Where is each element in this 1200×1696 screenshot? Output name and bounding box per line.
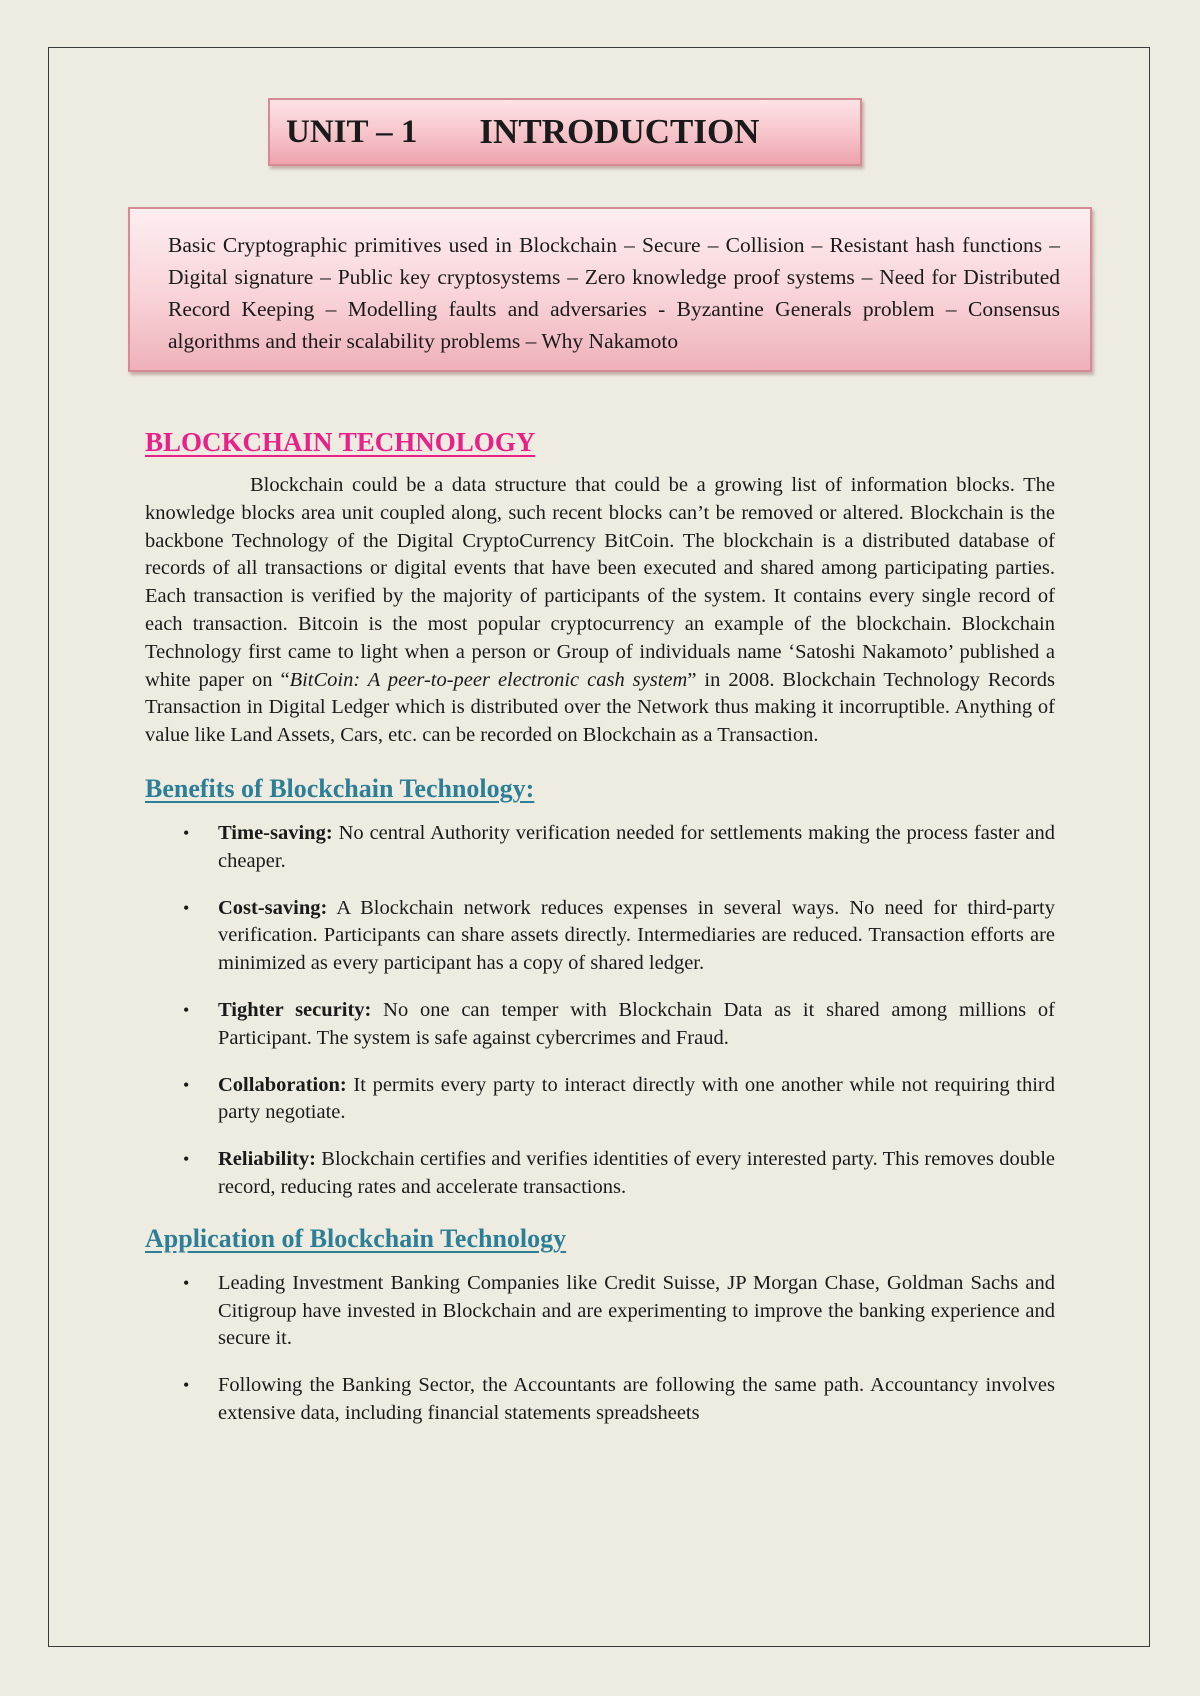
benefit-term: Tighter security:	[218, 998, 372, 1021]
paragraph-text-before-quote: Blockchain could be a data structure that could be a growing list of information blocks. The knowledge blocks area unit coupled along, such recent blocks can’t be removed or altered. Blockchain is the backbone Technology of the Digital CryptoCurrency BitCoin. The blockchain is a distributed database of records of all transactions or digital events that have been executed and shared among participating parties. Each transaction is verified by the majority of participants of the system. It contains every single record of each transaction. Bitcoin is the most popular cryptocurrency an example of the blockchain. Blockchain Technology first came to light when a person or Group of individuals name ‘Satoshi Nakamoto’ published a white paper on “	[145, 474, 1055, 691]
benefit-text: Blockchain certifies and verifies identities of every interested party. This removes double record, reducing rates and accelerate transactions.	[218, 1148, 1055, 1198]
application-text: Following the Banking Sector, the Accountants are following the same path. Accountancy involves extensive data, including financial statements spreadsheets	[218, 1374, 1055, 1424]
benefits-list	[145, 820, 1055, 1202]
blockchain-paragraph	[145, 472, 1055, 750]
bullet-icon: •	[183, 822, 190, 843]
application-text: Leading Investment Banking Companies like Credit Suisse, JP Morgan Chase, Goldman Sachs and Citigroup have invested in Blockchain and are experimenting to improve the banking experience and secure it.	[218, 1271, 1055, 1350]
benefit-text: No central Authority verification needed for settlements making the process faster and cheaper.	[218, 821, 1055, 872]
bullet-icon: •	[183, 1149, 190, 1170]
unit-title: INTRODUCTION	[479, 112, 760, 151]
list-item	[145, 1146, 1055, 1202]
unit-number: UNIT – 1	[286, 113, 418, 150]
bullet-icon: •	[183, 1074, 190, 1095]
list-item	[145, 895, 1055, 978]
white-paper-title: BitCoin: A peer-to-peer electronic cash system	[289, 668, 688, 691]
benefit-term: Reliability:	[218, 1148, 316, 1171]
syllabus-box	[128, 207, 1092, 372]
benefit-term: Time-saving:	[218, 821, 333, 844]
syllabus-text: Basic Cryptographic primitives used in Blockchain – Secure – Collision – Resistant hash functions – Digital signature – Public key cryptosystems – Zero knowledge proof systems – Need for Distributed Record Keeping – Modelling faults and adversaries - Byzantine Generals problem – Consensus algorithms and their scalability problems – Why Nakamoto	[168, 233, 1060, 353]
bullet-icon: •	[183, 1272, 190, 1293]
applications-list	[145, 1270, 1055, 1428]
benefit-text: A Blockchain network reduces expenses in several ways. No need for third-party verification. Participants can share assets directly. Intermediaries are reduced. Transaction efforts are minimized as every participant has a copy of shared ledger.	[218, 896, 1055, 975]
main-content	[145, 424, 1055, 1428]
benefits-heading: Benefits of Blockchain Technology:	[145, 773, 535, 803]
benefit-text: No one can temper with Blockchain Data as it shared among millions of Participant. The system is safe against cybercrimes and Fraud.	[218, 998, 1055, 1049]
list-item	[145, 1270, 1055, 1353]
applications-heading: Application of Blockchain Technology	[145, 1223, 567, 1253]
benefit-term: Cost-saving:	[218, 896, 328, 919]
list-item	[145, 1072, 1055, 1128]
bullet-icon: •	[183, 897, 190, 918]
benefit-text: It permits every party to interact directly with one another while not requiring third party negotiate.	[218, 1073, 1055, 1124]
list-item	[145, 820, 1055, 876]
unit-header-box	[268, 98, 862, 166]
blockchain-heading: BLOCKCHAIN TECHNOLOGY	[145, 427, 536, 457]
list-item	[145, 1372, 1055, 1428]
paragraph-text-after-quote: ” in 2008. Blockchain Technology Records Transaction in Digital Ledger which is distributed over the Network thus making it incorruptible. Anything of value like Land Assets, Cars, etc. can be recorded on Blockchain as a Transaction.	[145, 668, 1056, 747]
bullet-icon: •	[183, 1375, 190, 1396]
benefit-term: Collaboration:	[218, 1073, 347, 1096]
list-item	[145, 997, 1055, 1053]
bullet-icon: •	[183, 999, 190, 1020]
